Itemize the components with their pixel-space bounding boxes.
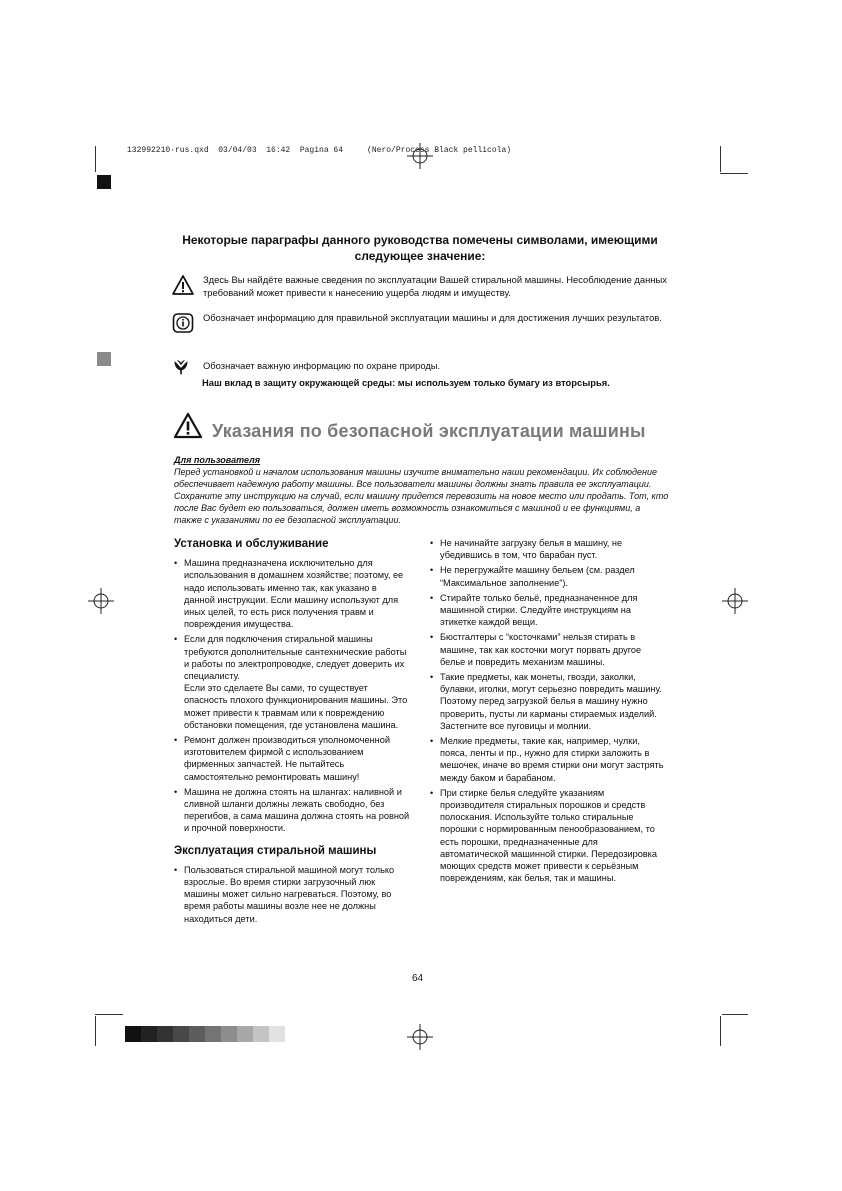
right-column	[430, 537, 666, 887]
list-item: • Не перегружайте машину бельем (см. раздел “Максимальное заполнение”).	[430, 564, 666, 588]
page-number: 64	[412, 973, 424, 984]
laundry-tips-list	[430, 537, 666, 884]
user-text: Перед установкой и началом использования машины изучите внимательно наши рекомендации. Их соблюдение обеспечивает надежную работу машины. Все пользователи машины должны знать правила ее эксплуатации. Сохраните эту инструкцию на случай, если машину придется перевозить на новое место или продать. Тот, кто после Вас будет ею пользоваться, должен иметь возможность ознакомиться с машиной и ее функциями, а также с указаниями по ее безопасной эксплуатации.	[174, 467, 669, 525]
print-slug: 132992210·rus.qxd 03/04/03 16:42 Pagina 64 (Nero/Process Black pellicola)	[127, 146, 512, 155]
color-swatch	[125, 1026, 141, 1042]
list-item: • Не начинайте загрузку белья в машину, не убедившись в том, что барабан пуст.	[430, 537, 666, 561]
color-swatch	[157, 1026, 173, 1042]
registration-mark-icon	[407, 143, 433, 169]
environment-icon	[172, 358, 190, 376]
user-label: Для пользователя	[174, 455, 261, 465]
installation-list	[174, 557, 410, 834]
list-item: • Если для подключения стиральной машины требуются дополнительные сантехнические работы и работы по электропроводке, следует доверить их специалисту. Если это сделаете Вы сами, то существует опасность плохого функционирования машины. Это может привести к травмам или к повреждению обстановки помещения, где установлена машина.	[174, 633, 410, 731]
installation-heading: Установка и обслуживание	[174, 538, 329, 550]
list-item: • Мелкие предметы, такие как, например, чулки, пояса, ленты и пр., нужно для стирки заложить в мешочек, иначе во время стирки они могут застрять между баком и барабаном.	[430, 735, 666, 784]
black-square-mark	[97, 175, 111, 189]
legend-text: Обозначает информацию для правильной эксплуатации машины и для достижения лучших результатов.	[203, 312, 662, 323]
color-swatch	[237, 1026, 253, 1042]
color-swatch	[173, 1026, 189, 1042]
left-column	[174, 538, 410, 928]
crop-mark	[720, 146, 721, 172]
color-swatch	[189, 1026, 205, 1042]
registration-mark-icon	[88, 588, 114, 614]
intro-title: Некоторые параграфы данного руководства помечены символами, имеющими следующее значение:	[182, 233, 658, 263]
operation-list	[174, 864, 410, 925]
gray-square-mark	[97, 352, 111, 366]
crop-mark	[720, 173, 748, 174]
legend-text: Здесь Вы найдёте важные сведения по эксплуатации Вашей стиральной машины. Несоблюдение данных требований может привести к нанесению ущерба людям и имуществу.	[203, 274, 667, 298]
crop-mark	[95, 1016, 96, 1046]
color-calibration-bar	[125, 1026, 285, 1042]
list-item: • При стирке белья следуйте указаниям производителя стиральных порошков и средств полоскания. Используйте только стиральные порошки с нормированным пенообразованием, то есть порошки, предназначенные для автоматической машинной стирки. Передозировка моющих средств может привести к серьёзным повреждениям, как белья, так и машины.	[430, 787, 666, 885]
legend-item	[172, 358, 672, 378]
color-swatch	[141, 1026, 157, 1042]
warning-triangle-icon	[172, 274, 194, 296]
legend-item	[172, 274, 672, 300]
crop-mark	[720, 1016, 721, 1046]
list-item: • Такие предметы, как монеты, гвозди, заколки, булавки, иголки, могут серьезно повредить машину. Поэтому перед загрузкой белья в машину нужно проверить, пусты ли карманы стираемых изделий. Застегните все пуговицы и молнии.	[430, 671, 666, 732]
eco-note: Наш вклад в защиту окружающей среды: мы используем только бумагу из вторсырья.	[202, 377, 610, 388]
list-item: • Машина предназначена исключительно для использования в домашнем хозяйстве; поэтому, ее надо использовать именно так, как указано в данной инструкции. Если машину используют для иных целей, то есть риск получения травм и повреждения имущества.	[174, 557, 410, 630]
list-item: • Машина не должна стоять на шлангах: наливной и сливной шланги должны лежать свободно, без перегибов, а сама машина должна стоять на ровной и прочной поверхности.	[174, 786, 410, 835]
list-item: • Пользоваться стиральной машиной могут только взрослые. Во время стирки загрузочный люк машины может сильно нагреваться. Поэтому, во время работы машины возле нее не должны находиться дети.	[174, 864, 410, 925]
crop-mark	[722, 1014, 748, 1015]
color-swatch	[253, 1026, 269, 1042]
crop-mark	[95, 146, 96, 172]
color-swatch	[205, 1026, 221, 1042]
info-icon	[172, 312, 194, 334]
crop-mark	[95, 1014, 123, 1015]
operation-heading: Эксплуатация стиральной машины	[174, 844, 377, 857]
list-item: • Стирайте только бельё, предназначенное для машинной стирки. Следуйте инструкциям на этикетке каждой вещи.	[430, 592, 666, 629]
legend-text: Обозначает важную информацию по охране природы.	[203, 360, 441, 371]
legend-item	[172, 312, 672, 338]
registration-mark-icon	[407, 1024, 433, 1050]
section-title: Указания по безопасной эксплуатации машины	[212, 421, 646, 441]
list-item: • Ремонт должен производиться уполномоченной изготовителем фирмой с использованием фирменных запчастей. Не пытайтесь самостоятельно ремонтировать машину!	[174, 734, 410, 783]
color-swatch	[221, 1026, 237, 1042]
registration-mark-icon	[722, 588, 748, 614]
list-item: • Бюстгалтеры с “косточками” нельзя стирать в машине, так как косточки могут порвать другое белье и повредить механизм машины.	[430, 631, 666, 668]
warning-triangle-icon	[173, 412, 203, 440]
color-swatch	[269, 1026, 285, 1042]
